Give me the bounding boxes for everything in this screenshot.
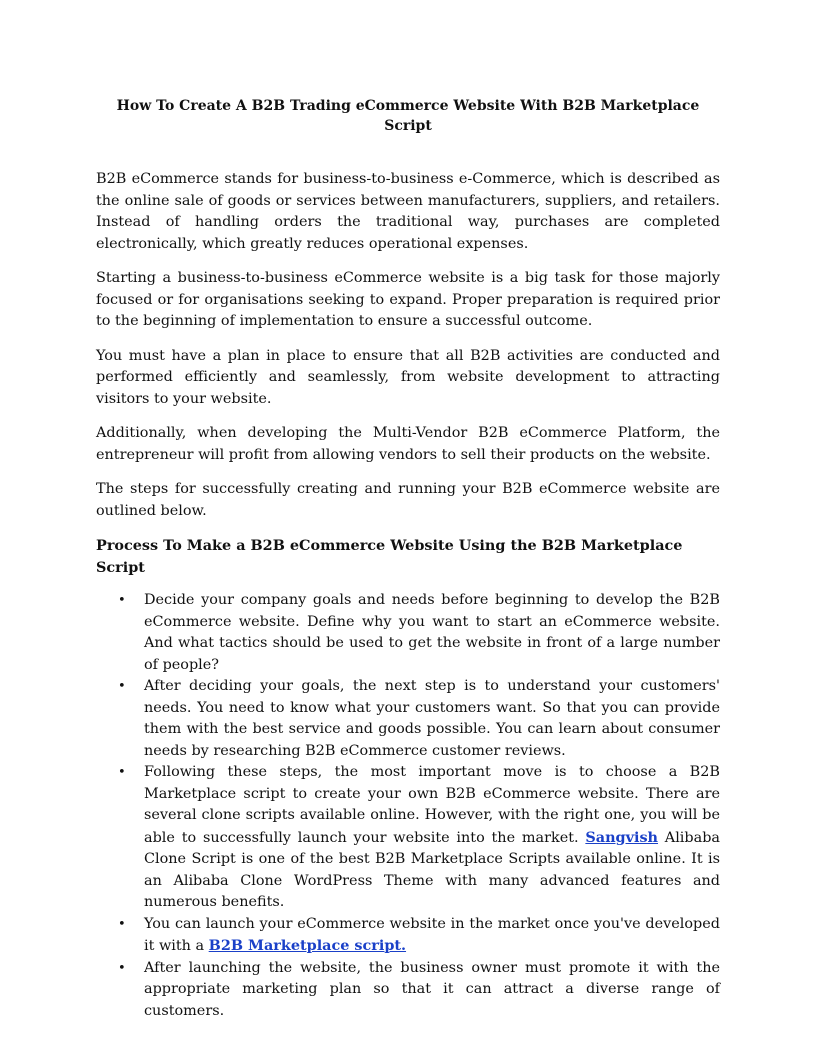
bullet-icon: • xyxy=(118,593,126,608)
b2b-marketplace-script-link[interactable]: B2B Marketplace script. xyxy=(208,937,407,954)
list-item-text: After launching the website, the business owner must promote it with the appropriate marketing plan so that it can attract a diverse range of customers. xyxy=(144,959,720,1019)
paragraph-intro: B2B eCommerce stands for business-to-business e-Commerce, which is described as the online sale of goods or services between manufacturers, suppliers, and retailers. Instead of handling orders the traditional way, purchases are completed electronically, which greatly reduces operational expenses. xyxy=(96,171,720,252)
steps-list xyxy=(96,590,720,1022)
list-item xyxy=(118,958,720,1023)
paragraph-starting: Starting a business-to-business eCommerce website is a big task for those majorly focused or for organisations seeking to expand. Proper preparation is required prior to the beginning of implementation to ensure a successful outcome. xyxy=(96,270,720,329)
bullet-icon: • xyxy=(118,916,126,932)
list-item xyxy=(118,676,720,762)
list-item xyxy=(118,762,720,914)
section-heading: Process To Make a B2B eCommerce Website Using the B2B Marketplace Script xyxy=(96,537,683,576)
document-title: How To Create A B2B Trading eCommerce Website With B2B Marketplace Script xyxy=(116,98,700,134)
list-item xyxy=(118,914,720,958)
list-item xyxy=(118,590,720,676)
paragraph-steps-intro: The steps for successfully creating and running your B2B eCommerce website are outlined below. xyxy=(96,481,720,519)
list-item-text: After deciding your goals, the next step is to understand your customers' needs. You need to know what your customers want. So that you can provide them with the best service and goods possible. You can learn about consumer needs by researching B2B eCommerce customer reviews. xyxy=(144,678,720,759)
paragraph-plan: You must have a plan in place to ensure that all B2B activities are conducted and performed efficiently and seamlessly, from website development to attracting visitors to your website. xyxy=(96,347,720,407)
bullet-icon: • xyxy=(118,765,126,780)
bullet-icon: • xyxy=(118,960,126,976)
bullet-icon: • xyxy=(118,679,126,694)
paragraph-multivendor: Additionally, when developing the Multi-Vendor B2B eCommerce Platform, the entrepreneur will profit from allowing vendors to sell their products on the website. xyxy=(96,425,720,463)
document-page xyxy=(96,96,720,1022)
sangvish-link[interactable]: Sangvish xyxy=(585,828,659,846)
list-item-text: Alibaba Clone Script is one of the best B2B Marketplace Scripts available online. It is an Alibaba Clone WordPress Theme with many advanced features and numerous benefits. xyxy=(144,829,720,910)
list-item-text: Following these steps, the most important move is to choose a B2B Marketplace script to create your own B2B eCommerce website. There are several clone scripts available online. However, with the right one, you will be able to successfully launch your website into the market. xyxy=(144,764,720,846)
list-item-text: Decide your company goals and needs before beginning to develop the B2B eCommerce website. Define why you want to start an eCommerce website. And what tactics should be used to get the website in front of a large number of people? xyxy=(144,592,720,673)
list-item-text: You can launch your eCommerce website in the market once you've developed it with a xyxy=(144,915,720,954)
